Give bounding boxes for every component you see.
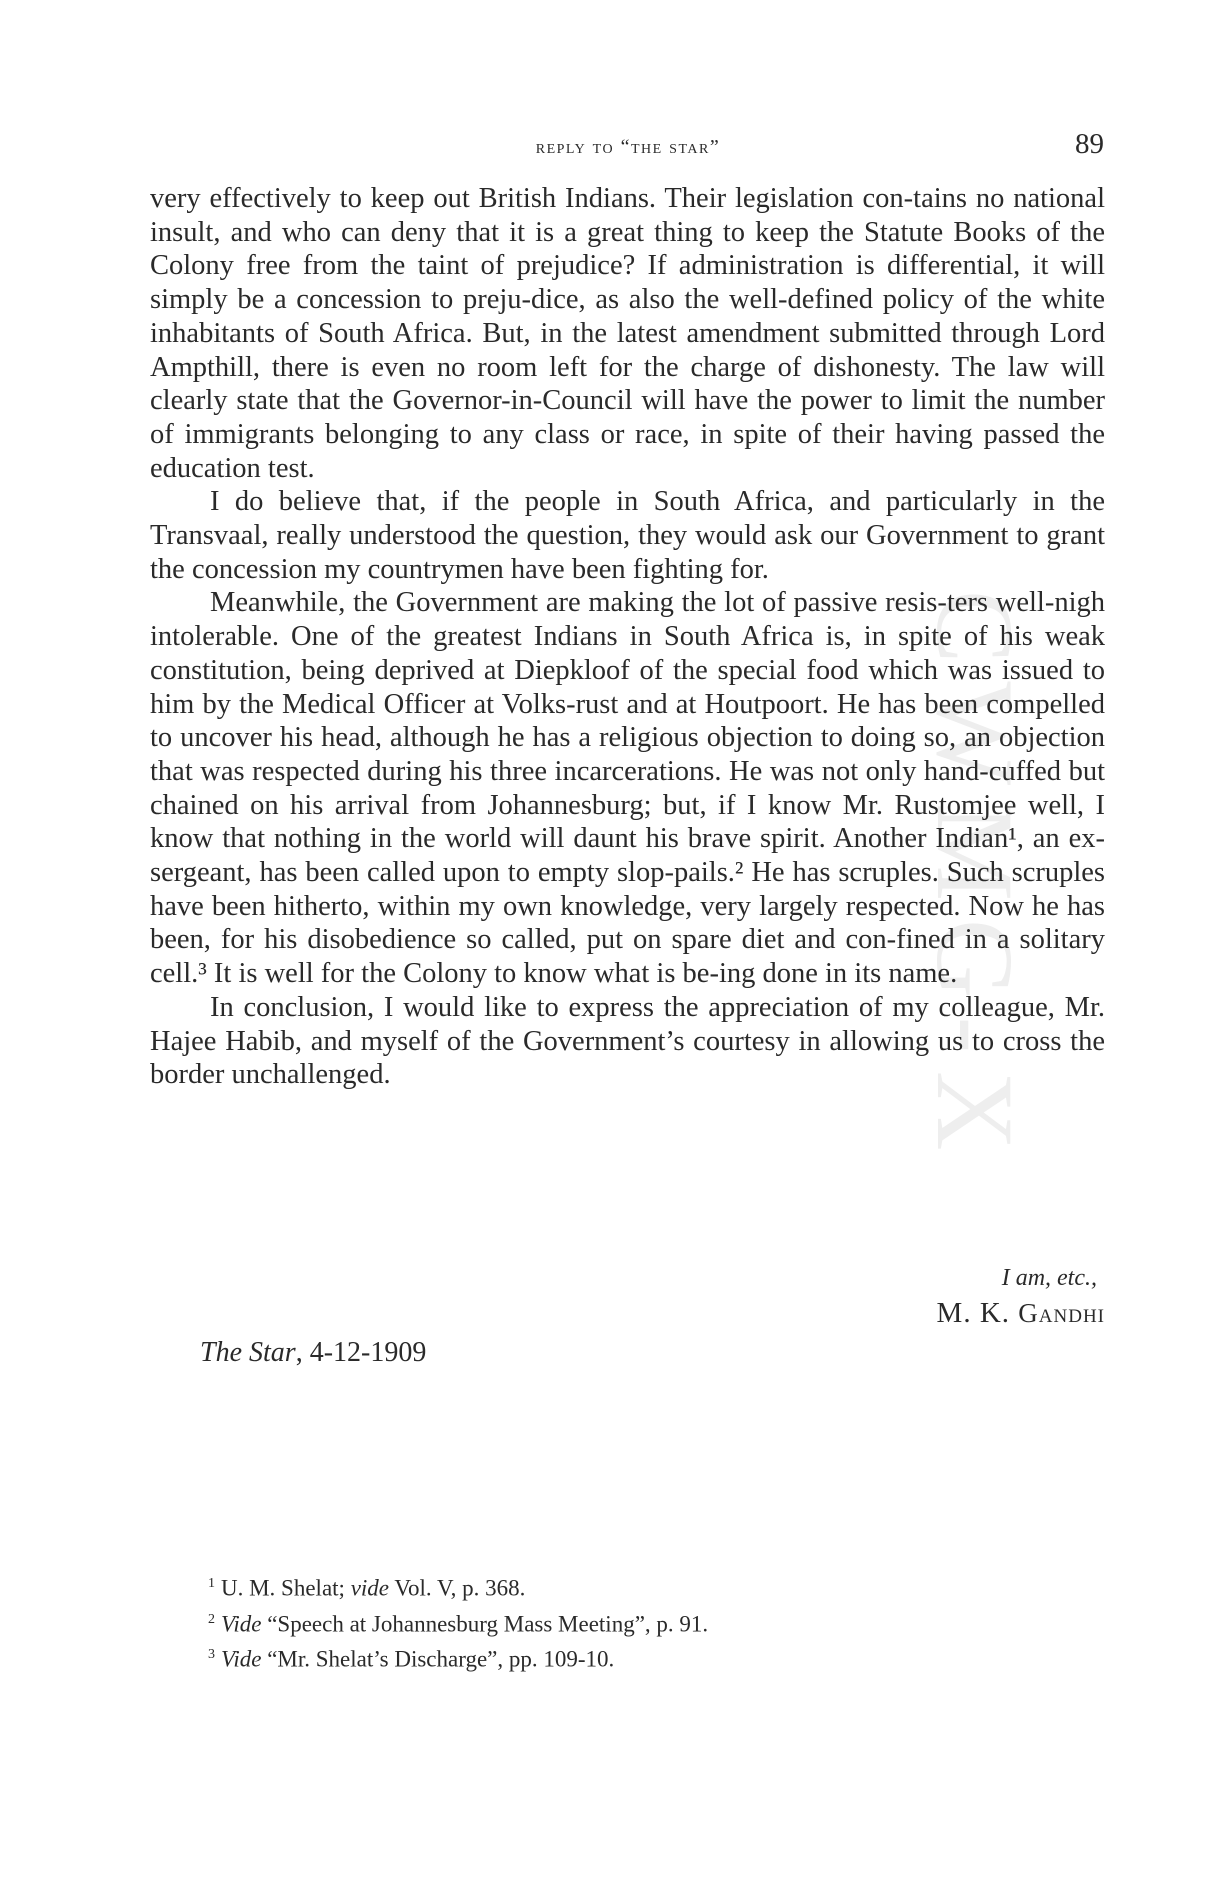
paragraph-3: Meanwhile, the Government are making the lot of passive resis-ters well-nigh intolerable. One of the greatest Indians in South Africa is, in spite of his weak constitution, being deprived at Diepkloof of the special food which was issued to him by the Medical Officer at Volks-rust and at Houtpoort. He has been compelled to uncover his head, although he has a religious objection to doing so, an objection that was respected during his three incarcerations. He was not only hand-cuffed but chained on his arrival from Johannesburg; but, if I know Mr. Rustomjee well, I know that nothing in the world will daunt his brave spirit. Another Indian¹, an ex-sergeant, has been called upon to empty slop-pails.² He has scruples. Such scruples have been hitherto, within my own knowledge, very largely respected. Now he has been, for his disobedience so called, put on spare diet and con-fined in a solitary cell.³ It is well for the Colony to know what is be-ing done in its name. — [150, 587, 1105, 990]
footnote-text-2: Vol. V, p. 368. — [389, 1575, 526, 1601]
paragraph-2: I do believe that, if the people in South Africa, and particularly in the Transvaal, really understood the question, they would ask our Government to grant the concession my countrymen have been fighting for. — [150, 486, 1105, 585]
signature-initials: M. K. — [936, 1297, 1019, 1329]
source-date: , 4-12-1909 — [295, 1337, 427, 1368]
page-header — [152, 128, 1104, 168]
footnote-3 — [208, 1639, 708, 1675]
body-text — [150, 182, 1105, 1169]
source-citation — [200, 1337, 426, 1369]
watermark: CWMG-X — [914, 590, 1036, 1169]
page-number: 89 — [1075, 128, 1104, 160]
footnote-italic: Vide — [221, 1611, 262, 1637]
footnote-italic: Vide — [221, 1646, 262, 1672]
footnote-2 — [208, 1604, 708, 1640]
footnote-text: U. M. Shelat; — [221, 1575, 351, 1601]
footnote-mark: 2 — [208, 1611, 215, 1627]
footnote-mark: 1 — [208, 1576, 215, 1591]
running-title: reply to “the star” — [535, 136, 721, 158]
source-publication: The Star — [200, 1337, 296, 1368]
signature — [150, 1294, 1105, 1332]
footnote-italic: vide — [350, 1575, 390, 1601]
letter-closing — [150, 1262, 1105, 1332]
footnote-mark: 3 — [208, 1647, 215, 1663]
closing-phrase: I am, etc., — [1001, 1265, 1097, 1291]
footnote-1 — [208, 1568, 708, 1604]
footnote-text: “Speech at Johannesburg Mass Meeting”, p. 91. — [261, 1611, 709, 1637]
paragraph-4: In conclusion, I would like to express the appreciation of my colleague, Mr. Hajee Habib, and myself of the Government’s courtesy in allowing us to cross the border unchallenged. — [150, 991, 1105, 1091]
paragraph-1: very effectively to keep out British Indians. Their legislation con-tains no national insult, and who can deny that it is a great thing to keep the Statute Books of the Colony free from the taint of prejudice? If administration is differential, it will simply be a concession to preju-dice, as also the well-defined policy of the white inhabitants of South Africa. But, in the latest amendment submitted through Lord Ampthill, there is even no room left for the charge of dishonesty. The law will clearly state that the Governor-in-Council will have the power to limit the number of immigrants belonging to any class or race, in spite of their having passed the education test. — [150, 183, 1105, 484]
footnotes — [208, 1568, 708, 1675]
signature-name: Gandhi — [1018, 1298, 1105, 1328]
footnote-text: “Mr. Shelat’s Discharge”, pp. 109-10. — [261, 1646, 615, 1672]
